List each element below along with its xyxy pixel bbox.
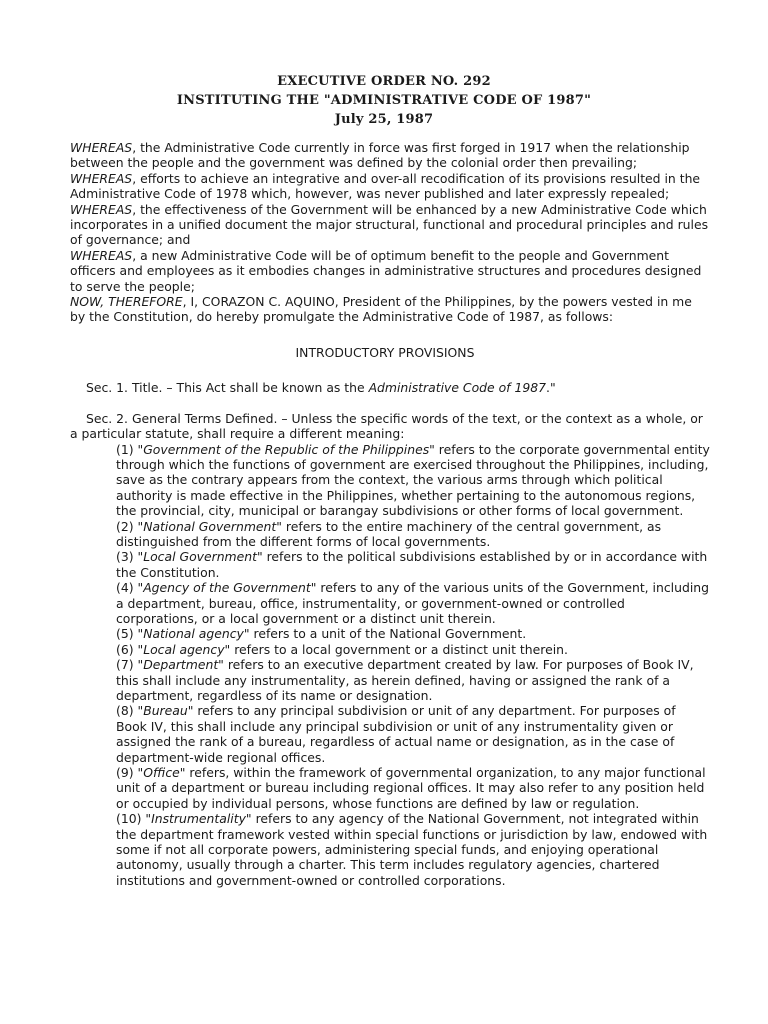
- whereas-clause: [70, 248, 710, 294]
- definition-term: "Office": [137, 765, 186, 781]
- section-1: [70, 380, 710, 395]
- definition-term: "National Government": [137, 518, 282, 534]
- definition-number: (5): [116, 626, 138, 642]
- definition-number: (1): [116, 441, 138, 457]
- definition-text: refers to a unit of the National Government.: [249, 626, 527, 642]
- definition-term: "Department": [137, 657, 224, 673]
- definition-term: "Local agency": [137, 641, 231, 657]
- section-1-end: .": [546, 380, 556, 396]
- whereas-clause: [70, 202, 710, 248]
- definition-term: "Instrumentality": [145, 811, 252, 827]
- definition-text: refers to the corporate governmental entity through which the functions of government are exercised throughout the Philippines, including, save as the contrary appears from the context, the various arms through which political authority is made effective in the Philippines, whether pertaining to the autonomous regions, the provincial, city, municipal or barangay subdivisions or other forms of local government.: [116, 441, 710, 519]
- section-2: Sec. 2. General Terms Defined. – Unless the specific words of the text, or the context as a whole, or a particular statute, shall require a different meaning:: [70, 410, 703, 442]
- clause-lead: WHEREAS: [70, 201, 133, 217]
- order-title: INSTITUTING THE "ADMINISTRATIVE CODE OF 1987": [176, 93, 592, 108]
- definition-number: (3): [116, 549, 138, 565]
- definition-term: "Bureau": [137, 703, 194, 719]
- definition-item: [116, 442, 710, 519]
- order-number: EXECUTIVE ORDER NO. 292: [277, 74, 491, 89]
- definition-item: [116, 549, 710, 580]
- definition-number: (8): [116, 703, 138, 719]
- definition-item: [116, 765, 710, 811]
- spacer: [70, 396, 710, 411]
- definition-text: refers, within the framework of governmental organization, to any major functional unit of a department or bureau including regional offices. It may also refer to any position held or occupied by individual persons, whose functions are defined by law or regulation.: [116, 765, 706, 811]
- clause-text: , the effectiveness of the Government will be enhanced by a new Administrative Code which incorporates in a unified document the major structural, functional and procedural principles and rules of governance; and: [70, 201, 709, 248]
- definition-term: "Local Government": [137, 549, 263, 565]
- document-body: [70, 140, 710, 888]
- definition-term: "National agency": [137, 626, 250, 642]
- definition-text: refers to the entire machinery of the central government, as distinguished from the different forms of local governments.: [116, 518, 662, 549]
- definition-term: "Government of the Republic of the Philippines": [137, 441, 435, 457]
- clause-text: , the Administrative Code currently in force was first forged in 1917 when the relationship between the people and the government was defined by the colonial order then prevailing;: [70, 140, 690, 171]
- definition-term: "Agency of the Government": [137, 580, 317, 596]
- definition-item: [116, 811, 710, 888]
- definition-item: [116, 642, 710, 657]
- definition-text: refers to a local government or a distinct unit therein.: [230, 641, 568, 657]
- promulgation-clause: [70, 294, 710, 325]
- section-heading: INTRODUCTORY PROVISIONS: [295, 344, 475, 360]
- definition-number: (4): [116, 580, 138, 596]
- clause-lead: WHEREAS: [70, 247, 133, 263]
- clause-text: , a new Administrative Code will be of optimum benefit to the people and Government officers and employees as it embodies changes in administrative structures and procedures designed to serve the people;: [70, 247, 702, 294]
- clause-text: , efforts to achieve an integrative and over-all recodification of its provisions resulted in the Administrative Code of 1978 which, however, was never published and later expressly repealed;: [70, 170, 701, 202]
- definition-item: [116, 626, 710, 641]
- order-date: July 25, 1987: [334, 112, 434, 127]
- definition-text: refers to the political subdivisions established by or in accordance with the Constitution.: [116, 549, 708, 580]
- definition-item: [116, 703, 710, 765]
- document-header: [0, 72, 768, 129]
- clause-text: , I, CORAZON C. AQUINO, President of the Philippines, by the powers vested in me by the Constitution, do hereby promulgate the Administrative Code of 1987, as follows:: [70, 294, 692, 325]
- whereas-clause: [70, 171, 710, 202]
- clause-lead: NOW, THEREFORE: [70, 294, 183, 310]
- definition-item: [116, 580, 710, 626]
- definitions-list: [116, 442, 710, 889]
- definition-number: (9): [116, 765, 138, 781]
- definition-text: refers to an executive department created by law. For purposes of Book IV, this shall include any instrumentality, as herein defined, having or assigned the rank of a department, regardless of its name or designation.: [116, 657, 694, 703]
- definition-text: refers to any principal subdivision or unit of any department. For purposes of Book IV, this shall include any principal subdivision or unit of any instrumentality given or assigned the rank of a bureau, regardless of actual name or designation, as in the case of department-wide regional offices.: [116, 703, 676, 765]
- whereas-clauses: [70, 140, 710, 325]
- definition-text: refers to any of the various units of the Government, including a department, bureau, office, instrumentality, or government-owned or controlled corporations, or a local government or a distinct unit therein.: [116, 580, 709, 626]
- whereas-clause: [70, 140, 710, 171]
- definition-number: (7): [116, 657, 138, 673]
- definition-number: (10): [116, 811, 146, 827]
- code-title: Administrative Code of 1987: [368, 380, 546, 396]
- definition-number: (6): [116, 641, 138, 657]
- clause-lead: WHEREAS: [70, 140, 133, 155]
- definition-number: (2): [116, 518, 138, 534]
- definition-item: [116, 519, 710, 550]
- definition-item: [116, 657, 710, 703]
- section-1-text: Sec. 1. Title. – This Act shall be known as the: [86, 380, 369, 396]
- definition-text: refers to any agency of the National Government, not integrated within the department framework vested within special functions or jurisdiction by law, endowed with some if not all corporate powers, administering special funds, and enjoying operational autonomy, usually through a charter. This term includes regulatory agencies, chartered institutions and government-owned or controlled corporations.: [116, 811, 708, 888]
- clause-lead: WHEREAS: [70, 170, 133, 186]
